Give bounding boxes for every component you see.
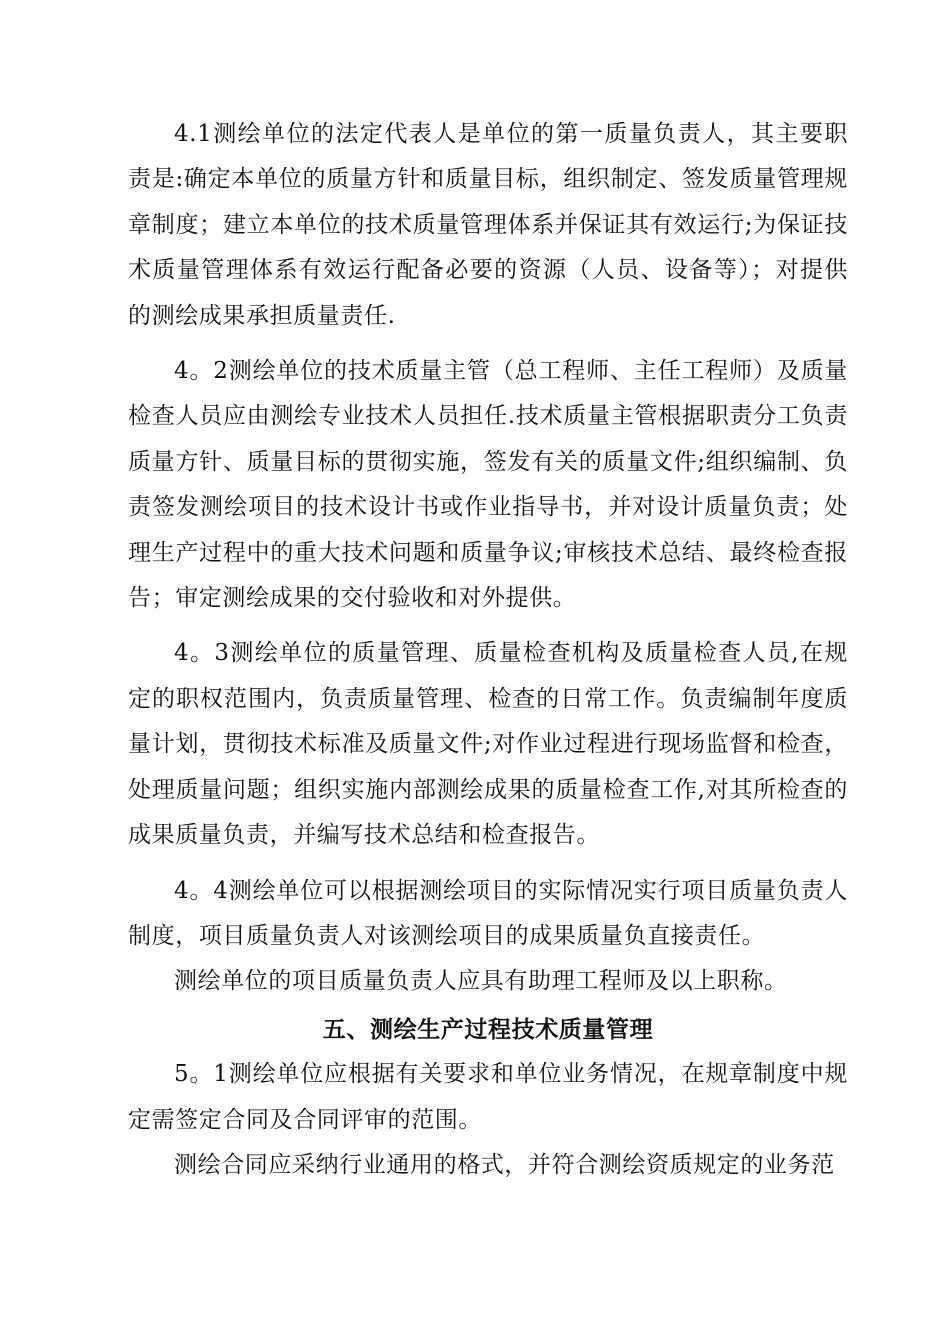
section-heading: 五、测绘生产过程技术质量管理 [322, 1015, 654, 1043]
paragraph-contract: 测绘合同应采纳行业通用的格式，并符合测绘资质规定的业务范 [174, 1151, 835, 1178]
paragraph-4-4: 4。4测绘单位可以根据测绘项目的实际情况实行项目质量负责人制度，项目质量负责人对该测绘项目的成果质量负直接责任。 [128, 877, 848, 949]
document-body [128, 112, 848, 1188]
paragraph-5-1: 5。1测绘单位应根据有关要求和单位业务情况，在规章制度中规定需签定合同及合同评审的范围。 [128, 1061, 848, 1133]
paragraph-4-3: 4。3测绘单位的质量管理、质量检查机构及质量检查人员,在规定的职权范围内，负责质量管理、检查的日常工作。负责编制年度质量计划，贯彻技术标准及质量文件;对作业过程进行现场监督和检查，处理质量问题；组织实施内部测绘成果的质量检查工作,对其所检查的成果质量负责，并编写技术总结和检查报告。 [128, 640, 848, 849]
paragraph-4-2: 4。2测绘单位的技术质量主管（总工程师、主任工程师）及质量检查人员应由测绘专业技术人员担任.技术质量主管根据职责分工负责质量方针、质量目标的贯彻实施，签发有关的质量文件;组织编制、负责签发测绘项目的技术设计书或作业指导书，并对设计质量负责；处理生产过程中的重大技术问题和质量争议;审核技术总结、最终检查报告；审定测绘成果的交付验收和对外提供。 [128, 358, 848, 612]
paragraph-qualification: 测绘单位的项目质量负责人应具有助理工程师及以上职称。 [174, 968, 788, 995]
paragraph-4-1: 4.1测绘单位的法定代表人是单位的第一质量负责人，其主要职责是:确定本单位的质量方针和质量目标，组织制定、签发质量管理规章制度；建立本单位的技术质量管理体系并保证其有效运行;为保证技术质量管理体系有效运行配备必要的资源（人员、设备等）；对提供的测绘成果承担质量责任. [128, 121, 848, 329]
